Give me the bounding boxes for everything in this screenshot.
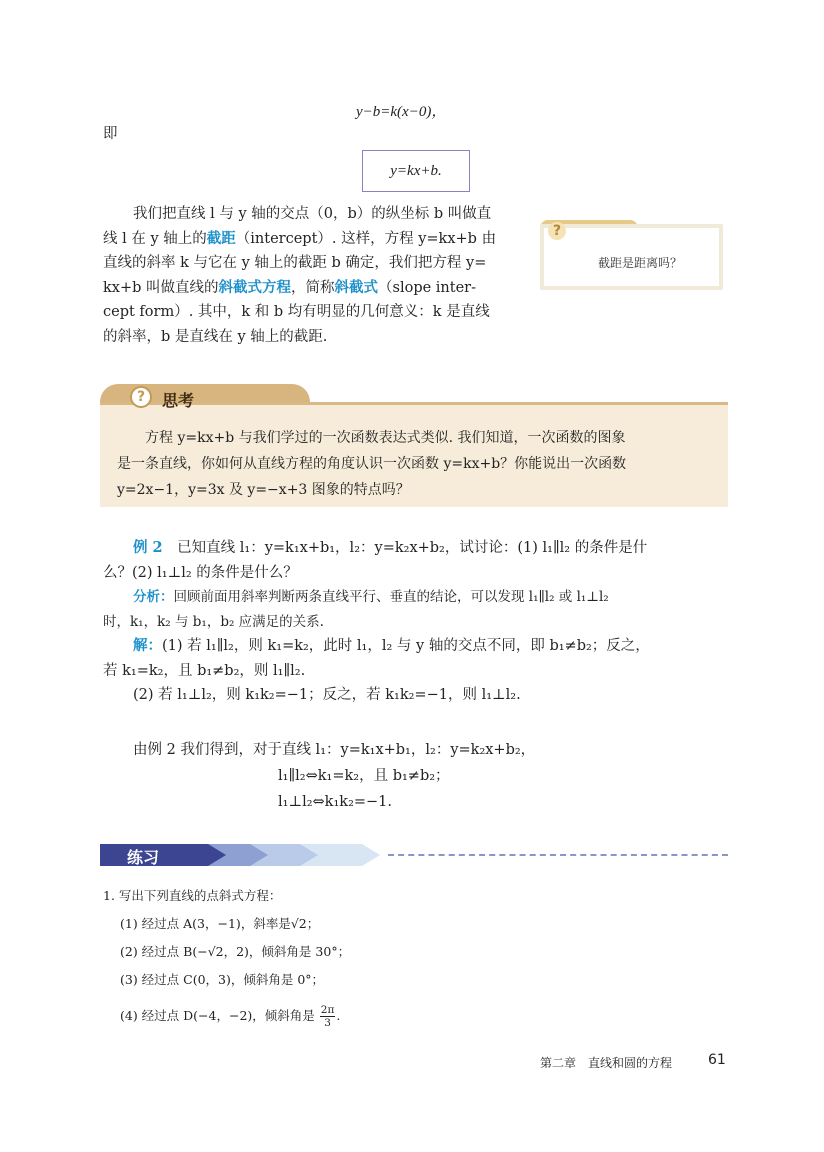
example-block — [103, 536, 728, 708]
exercise-item: (3) 经过点 C(0，3)，倾斜角是 0°； — [120, 972, 325, 987]
boxed-equation: y=kx+b. — [362, 150, 470, 192]
term-intercept: 截距 — [206, 229, 236, 247]
conclusion-line-1: 由例 2 我们得到，对于直线 l₁：y=k₁x+b₁，l₂：y=k₂x+b₂， — [133, 742, 536, 758]
exercise-item: (4) 经过点 D(−4，−2)，倾斜角是 $\frac{2\pi}{3}$ . — [120, 1004, 341, 1029]
exercise-item: (1) 经过点 A(3，−1)，斜率是√2； — [120, 916, 320, 931]
example-line: 么？(2) l₁⊥l₂ 的条件是什么？ — [103, 564, 298, 581]
para-line: 的斜率，b 是直线在 y 轴上的截距. — [103, 328, 328, 345]
solution-label: 解： — [133, 637, 162, 654]
analysis-line: 时，k₁，k₂ 与 b₁，b₂ 应满足的关系. — [103, 613, 324, 630]
para-line: 线 l 在 y 轴上的截距（intercept）. 这样，方程 y=kx+b 由 — [103, 229, 497, 247]
intercept-paragraph — [103, 202, 533, 349]
exercise-title: 练习 — [127, 848, 160, 867]
analysis-label: 分析： — [133, 589, 174, 605]
chapter-footer: 第二章 直线和圆的方程 — [540, 1056, 673, 1070]
solution-line: 若 k₁=k₂，且 b₁≠b₂，则 l₁∥l₂. — [103, 662, 306, 679]
think-line: 方程 y=kx+b 与我们学过的一次函数表达式类似. 我们知道，一次函数的图象 — [145, 430, 626, 446]
fraction: $\frac{2\pi}{3}$ — [320, 1004, 335, 1029]
question-mark-icon: ? — [548, 222, 566, 240]
think-text — [117, 425, 717, 503]
think-line: y=2x−1，y=3x 及 y=−x+3 图象的特点吗？ — [117, 482, 410, 498]
analysis-line: 分析：回顾前面用斜率判断两条直线平行、垂直的结论，可以发现 l₁∥l₂ 或 l₁⊥l₂ — [133, 589, 609, 605]
exercise-dashed-line — [388, 854, 728, 856]
solution-line: 解：(1) 若 l₁∥l₂，则 k₁=k₂，此时 l₁，l₂ 与 y 轴的交点不同，即 b₁≠b₂；反之， — [133, 637, 650, 654]
para-line: 我们把直线 l 与 y 轴的交点（0，b）的纵坐标 b 叫做直 — [133, 206, 492, 222]
question-text: 截距是距离吗？ — [597, 256, 682, 270]
solution-line: (2) 若 l₁⊥l₂，则 k₁k₂=−1；反之，若 k₁k₂=−1，则 l₁⊥l₂. — [133, 687, 521, 703]
think-question-icon: ? — [130, 386, 152, 408]
think-title: 思考 — [162, 391, 195, 410]
example-line: 例 2 已知直线 l₁：y=k₁x+b₁，l₂：y=k₂x+b₂，试讨论：(1) l₁∥l₂ 的条件是什 — [133, 539, 648, 556]
example-label: 例 2 — [133, 539, 163, 556]
conclusion-line-2: l₁∥l₂⇔k₁=k₂，且 b₁≠b₂； — [278, 768, 450, 784]
exercise-item: (2) 经过点 B(−√2，2)，倾斜角是 30°； — [120, 944, 351, 959]
para-line: 直线的斜率 k 与它在 y 轴上的截距 b 确定，我们把方程 y= — [103, 255, 487, 271]
para-line: kx+b 叫做直线的斜截式方程，简称斜截式（slope inter- — [103, 278, 477, 296]
conclusion-line-3: l₁⊥l₂⇔k₁k₂=−1. — [278, 794, 393, 810]
term-slope-intercept: 斜截式 — [334, 278, 379, 296]
term-slope-intercept-equation: 斜截式方程 — [218, 278, 292, 296]
exercise-question: 1. 写出下列直线的点斜式方程： — [103, 888, 282, 903]
connector-ji: 即 — [103, 126, 118, 142]
para-line: cept form）. 其中，k 和 b 均有明显的几何意义：k 是直线 — [103, 304, 490, 320]
think-line: 是一条直线，你如何从直线方程的角度认识一次函数 y=kx+b？你能说出一次函数 — [117, 456, 627, 472]
page-number: 61 — [708, 1052, 726, 1068]
equation-1: y−b=k(x−0)， — [356, 104, 447, 120]
